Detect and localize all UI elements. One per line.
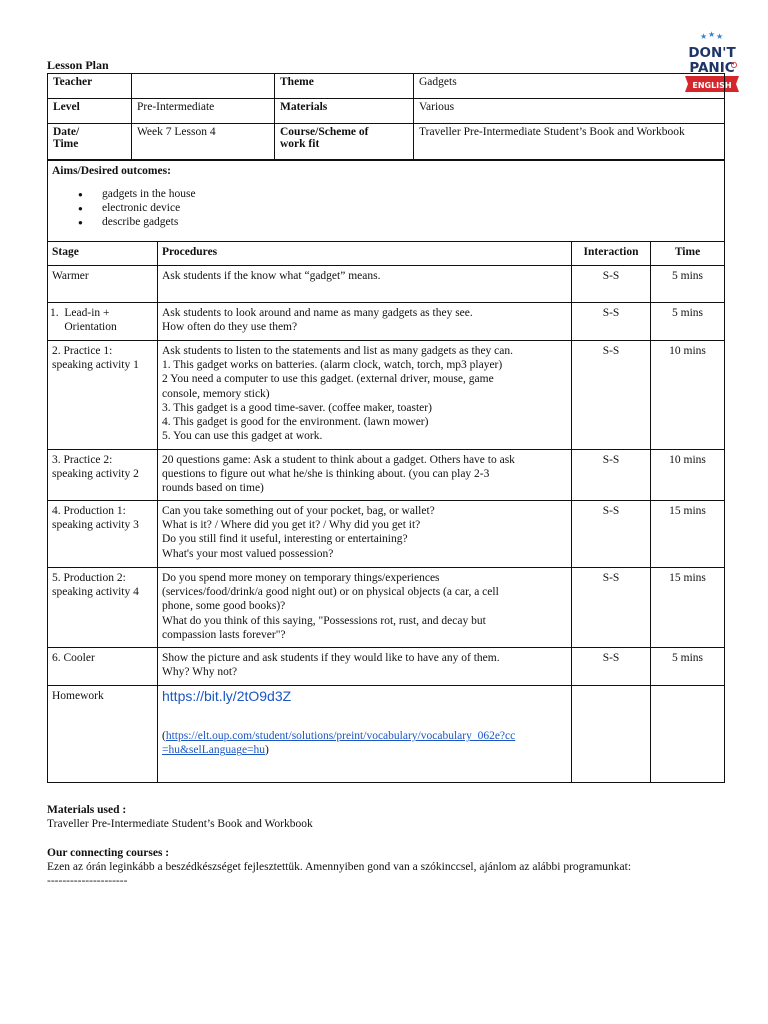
close-paren: ) xyxy=(265,744,269,757)
connecting-courses-text: Ezen az órán leginkább a beszédkészséget fejlesztettük. Amennyiben gond van a szókinccsel, ajánlom az alábbi programunkat: xyxy=(47,861,632,873)
interaction-cell: S-S xyxy=(572,450,651,501)
homework-links-cell xyxy=(158,686,572,783)
header-time: Time xyxy=(651,242,725,266)
stage-cell: 4. Production 1: speaking activity 3 xyxy=(48,501,158,568)
table-row xyxy=(48,266,725,303)
homework-long-link-cont[interactable]: =hu&selLanguage=hu xyxy=(162,744,266,757)
procedures-cell: Ask students to listen to the statements and list as many gadgets as they can. 1. This gadget works on batteries. (alarm clock, watch, torch, mp3 player) 2 You need a computer to use this gadget. (external driver, mouse, game console, memory stick) 3. This gadget is a good time-saver. (coffee maker, toaster) 4. This gadget is good for the environment. (lawn mower) 5. You can use this gadget at work. xyxy=(158,341,572,450)
svg-text:★: ★ xyxy=(716,32,724,41)
materials-value: Various xyxy=(414,99,725,124)
connecting-courses-title: Our connecting courses : xyxy=(47,847,170,859)
level-label: Level xyxy=(48,99,132,124)
svg-text:★: ★ xyxy=(708,30,716,39)
homework-long-link[interactable]: https://elt.oup.com/student/solutions/preint/vocabulary/vocabulary_062e?cc xyxy=(165,730,516,743)
theme-label: Theme xyxy=(275,74,414,99)
logo-banner: ENGLISH xyxy=(692,81,732,90)
time-cell: 10 mins xyxy=(651,450,725,501)
interaction-cell: S-S xyxy=(572,341,651,450)
interaction-cell: S-S xyxy=(572,568,651,648)
time-cell: 10 mins xyxy=(651,341,725,450)
header-interaction: Interaction xyxy=(572,242,651,266)
time-cell: 15 mins xyxy=(651,501,725,568)
table-row xyxy=(48,303,725,341)
teacher-label: Teacher xyxy=(48,74,132,99)
lesson-info-table xyxy=(47,73,725,160)
footer-section xyxy=(47,803,737,888)
lesson-procedures-table xyxy=(47,160,725,783)
open-paren: ( xyxy=(162,730,166,743)
logo-line1: DON'T xyxy=(688,45,736,61)
time-cell: 5 mins xyxy=(651,266,725,303)
table-row xyxy=(48,501,725,568)
homework-label: Homework xyxy=(48,686,158,783)
aims-list xyxy=(52,188,720,229)
procedures-cell: Ask students to look around and name as many gadgets as they see. How often do they use them? xyxy=(158,303,572,341)
table-header-row xyxy=(48,242,725,266)
homework-row xyxy=(48,686,725,783)
procedures-cell: Can you take something out of your pocket, bag, or wallet? What is it? / Where did you get it? / Why did you get it? Do you still find it useful, interesting or entertaining? What's your most valued possession? xyxy=(158,501,572,568)
theme-value: Gadgets xyxy=(414,74,725,99)
interaction-cell: S-S xyxy=(572,501,651,568)
logo-line2: PANIC xyxy=(689,60,735,76)
date-time-label: Date/ Time xyxy=(48,124,132,160)
teacher-value xyxy=(132,74,275,99)
procedures-cell: Ask students if the know what “gadget” means. xyxy=(158,266,572,303)
date-time-value: Week 7 Lesson 4 xyxy=(132,124,275,160)
materials-label: Materials xyxy=(275,99,414,124)
course-value: Traveller Pre-Intermediate Student’s Book and Workbook xyxy=(414,124,725,160)
time-cell: 5 mins xyxy=(651,648,725,686)
homework-time-cell xyxy=(651,686,725,783)
time-cell: 15 mins xyxy=(651,568,725,648)
course-label: Course/Scheme of work fit xyxy=(275,124,414,160)
stage-cell: 3. Practice 2: speaking activity 2 xyxy=(48,450,158,501)
table-row xyxy=(48,341,725,450)
level-value: Pre-Intermediate xyxy=(132,99,275,124)
interaction-cell: S-S xyxy=(572,648,651,686)
aims-item: ● describe gadgets xyxy=(102,216,720,230)
homework-interaction-cell xyxy=(572,686,651,783)
header-procedures: Procedures xyxy=(158,242,572,266)
materials-used-title: Materials used : xyxy=(47,804,127,816)
aims-title: Aims/Desired outcomes: xyxy=(52,165,171,177)
dashes-line: --------------------- xyxy=(47,875,128,887)
homework-short-link[interactable]: https://bit.ly/2tO9d3Z xyxy=(162,688,292,704)
table-row xyxy=(48,648,725,686)
time-cell: 5 mins xyxy=(651,303,725,341)
procedures-cell: Do you spend more money on temporary things/experiences (services/food/drink/a good night out) or on physical objects (a car, a cell phone, some good books)? What do you think of this saying, "Possessions rot, rust, and decay but compassion lasts forever"? xyxy=(158,568,572,648)
interaction-cell: S-S xyxy=(572,266,651,303)
stage-cell: Warmer xyxy=(48,266,158,303)
aims-item: ● electronic device xyxy=(102,202,720,216)
stage-cell: 6. Cooler xyxy=(48,648,158,686)
svg-text:★: ★ xyxy=(700,32,708,41)
procedures-cell: Show the picture and ask students if they would like to have any of them. Why? Why not? xyxy=(158,648,572,686)
interaction-cell: S-S xyxy=(572,303,651,341)
table-row xyxy=(48,450,725,501)
stage-cell: 2. Practice 1: speaking activity 1 xyxy=(48,341,158,450)
document-title: Lesson Plan xyxy=(47,58,109,72)
aims-item: ● gadgets in the house xyxy=(102,188,720,202)
procedures-cell: 20 questions game: Ask a student to think about a gadget. Others have to ask questions to figure out what he/she is thinking about. (you can play 2-3 rounds based on time) xyxy=(158,450,572,501)
stage-cell: 5. Production 2: speaking activity 4 xyxy=(48,568,158,648)
stage-cell: 1. Lead-in + Orientation xyxy=(48,303,158,341)
materials-used-text: Traveller Pre-Intermediate Student’s Book and Workbook xyxy=(47,818,313,830)
table-row xyxy=(48,568,725,648)
header-stage: Stage xyxy=(48,242,158,266)
aims-section xyxy=(48,161,725,242)
